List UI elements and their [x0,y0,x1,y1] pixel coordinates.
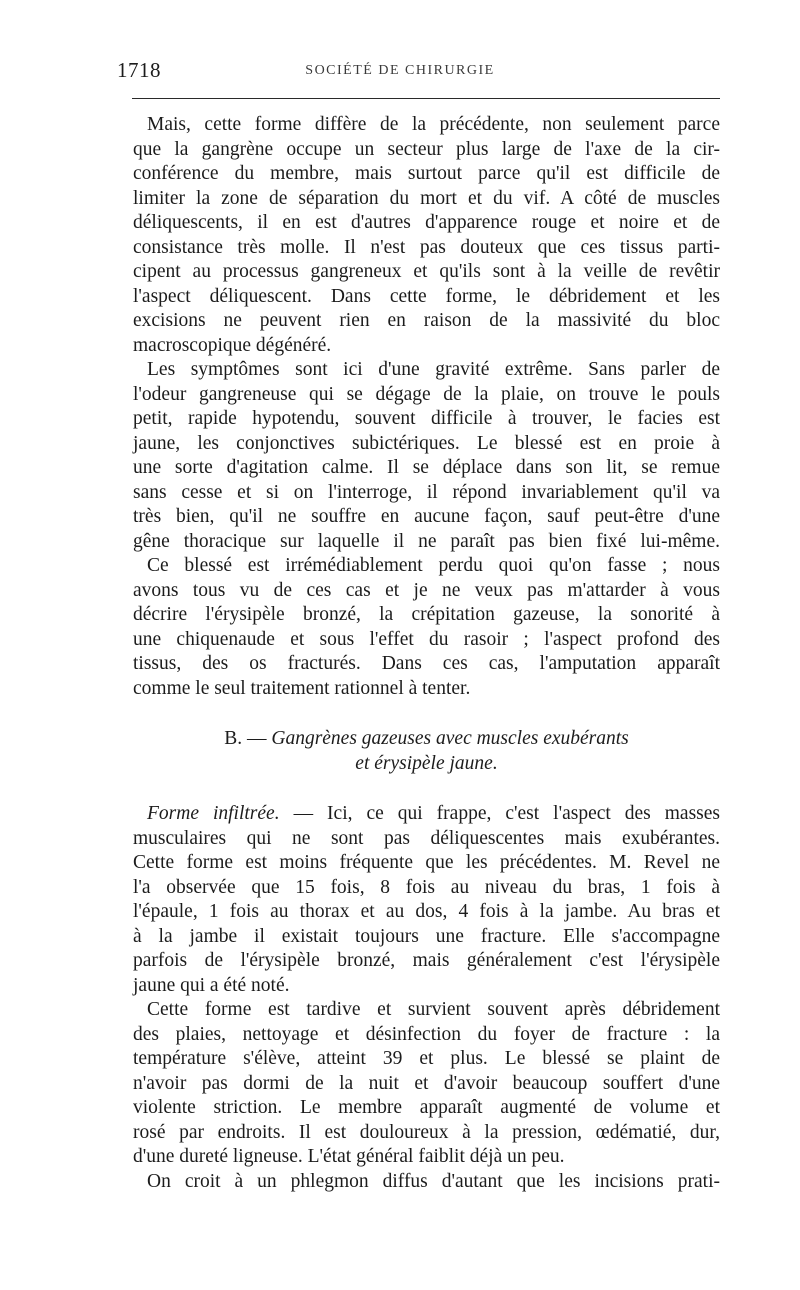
text-line: Cette forme est moins fréquente que les précédentes. M. Revel ne [133,852,720,873]
section-heading-line-1 [133,727,720,752]
header-rule [132,98,720,99]
running-head: SOCIÉTÉ DE CHIRURGIE [305,63,495,78]
text-line: cipent au processus gangreneux et qu'ils sont à la veille de revêtir [133,261,720,282]
text-line: musculaires qui ne sont pas déliquescentes mais exubérantes. [133,827,720,849]
paragraph-4 [133,802,720,998]
text-line: consistance très molle. Il n'est pas douteux que ces tissus parti- [133,236,720,258]
text-line: très bien, qu'il ne souffre en aucune façon, sauf peut-être d'une [133,506,720,527]
text-line: température s'élève, atteint 39 et plus. Le blessé se plaint de [133,1048,720,1069]
text-line: n'avoir pas dormi de la nuit et d'avoir beaucoup souffert d'une [133,1072,720,1094]
text-line: Cette forme est tardive et survient souvent après débridement [147,999,720,1020]
text-line: jaune, les conjonctives subictériques. Le blessé est en proie à [133,432,720,454]
text-line: Mais, cette forme diffère de la précédente, non seulement parce [147,114,720,135]
section-title: Gangrènes gazeuses avec muscles exubérants [271,728,629,749]
paragraph-2 [133,358,720,554]
text-line: que la gangrène occupe un secteur plus large de l'axe de la cir- [133,138,720,160]
text-line: comme le seul traitement rationnel à tenter. [133,677,471,699]
text-line: d'une dureté ligneuse. L'état général faiblit déjà un peu. [133,1146,565,1167]
lead-text: — Ici, ce qui frappe, c'est l'aspect des masses [279,803,721,824]
section-heading-line-2: et érysipèle jaune. [355,752,498,774]
text-line: jaune qui a été noté. [133,974,290,996]
text-line [133,802,720,827]
text-line: limiter la zone de séparation du mort et du vif. A côté de muscles [133,187,720,209]
text-line: tissus, des os fracturés. Dans ces cas, l'amputation apparaît [133,653,720,674]
text-line: déliquescents, il en est d'autres d'apparence rouge et noire et de [133,212,720,233]
text-line: Les symptômes sont ici d'une gravité extrême. Sans parler de [147,359,720,380]
text-line: violente striction. Le membre apparaît augmenté de volume et [133,1097,720,1118]
text-line: sans cesse et si on l'interroge, il répond invariablement qu'il va [133,481,720,503]
page-number: 1718 [117,58,161,82]
section-heading [133,727,720,776]
text-line: l'odeur gangreneuse qui se dégage de la plaie, on trouve le pouls [133,383,720,405]
text-line: l'épaule, 1 fois au thorax et au dos, 4 fois à la jambe. Au bras et [133,901,720,922]
text-line: rosé par endroits. Il est douloureux à la pression, œdématié, dur, [133,1121,720,1143]
text-line: une sorte d'agitation calme. Il se déplace dans son lit, se remue [133,457,720,478]
section-prefix: B. — [224,728,272,749]
text-line: une chiquenaude et sous l'effet du rasoir ; l'aspect profond des [133,628,720,650]
text-line: conférence du membre, mais surtout parce qu'il est difficile de [133,163,720,184]
text-line: excisions ne peuvent rien en raison de la massivité du bloc [133,310,720,331]
text-line: l'aspect déliquescent. Dans cette forme, le débridement et les [133,285,720,307]
paragraph-6 [133,1170,720,1195]
text-line: On croit à un phlegmon diffus d'autant que les incisions prati- [147,1170,720,1192]
text-line: Ce blessé est irrémédiablement perdu quoi qu'on fasse ; nous [147,555,720,576]
text-line: des plaies, nettoyage et désinfection du foyer de fracture : la [133,1023,720,1045]
lead-term: Forme infiltrée. [147,803,280,824]
text-line: macroscopique dégénéré. [133,334,332,356]
paragraph-3 [133,554,720,701]
text-line: l'a observée que 15 fois, 8 fois au niveau du bras, 1 fois à [133,876,720,898]
text-line: parfois de l'érysipèle bronzé, mais généralement c'est l'érysipèle [133,950,720,971]
text-line: à la jambe il existait toujours une fracture. Elle s'accompagne [133,925,720,947]
paragraph-1 [133,113,720,358]
text-line: décrire l'érysipèle bronzé, la crépitation gazeuse, la sonorité à [133,604,720,625]
paragraph-5 [133,998,720,1170]
text-line: petit, rapide hypotendu, souvent difficile à trouver, le facies est [133,408,720,429]
text-line: gêne thoracique sur laquelle il ne paraît pas bien fixé lui-même. [133,530,720,552]
text-line: avons tous vu de ces cas et je ne veux pas m'attarder à vous [133,579,720,601]
body-text [133,113,720,1194]
